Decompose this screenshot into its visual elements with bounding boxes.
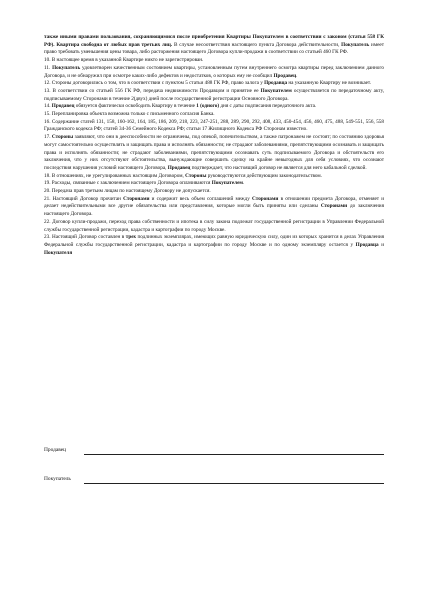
- contract-paragraph: [44, 180, 384, 188]
- text-run: в отношении предмета Договора, отменяет и делает недействительными все другие обязательства или представления, которые могли быть приняты или сделаны: [44, 195, 384, 210]
- bold-text-run: также иными правами пользования, сохраняющимися после приобретения Квартиры Покупателем в соответствии с законом (статья 558 ГК РФ). Квартира свободна от любых прав третьих лиц.: [44, 34, 384, 48]
- contract-paragraph: [44, 57, 384, 65]
- buyer-label: Покупатель: [44, 476, 71, 482]
- text-run: и содержит весь объем соглашений между: [149, 195, 253, 202]
- text-run: 14.: [44, 103, 52, 110]
- text-run: 18. В отношениях, не урегулированных настоящим Договором,: [44, 172, 186, 179]
- contract-paragraph: [44, 234, 384, 257]
- text-run: руководствуются действующим законодательством.: [206, 172, 322, 179]
- text-run: В случае несоответствия настоящего пункта Договора действительности,: [172, 41, 342, 48]
- text-run: 20. Передача прав третьим лицам по настоящему Договору не допускается.: [44, 188, 211, 195]
- bold-text-run: Покупателя: [44, 249, 73, 256]
- contract-paragraph: [44, 196, 384, 219]
- text-run: и: [378, 241, 384, 248]
- text-run: заявляют, что они в дееспособности не ограничены, под опекой, попечительством, а также патронажем не состоят; по состоянию здоровья могут самостоятельно осуществлять и защищать права и исполнять обязанности; не страдают заболеваниями, препятствующими осознавать и защищать права и исполнять обязанности; не страдают заболеваниями, препятствующими осознавать суть подписываемого Договора и обстоятельств его заключения, что у них отсутствуют обстоятельства, вынуждающие совершить сделку на крайне невыгодных для себя условиях, что осознают последствия нарушения условий настоящего Договора,: [44, 134, 384, 171]
- contract-text: [44, 34, 384, 257]
- text-run: 10. В настоящее время в указанной Квартире никто не зарегистрирован.: [44, 57, 204, 64]
- text-run: 21. Настоящий Договор прочитан: [44, 195, 124, 202]
- text-run: имеет право требовать уменьшения цены товара, либо расторжения настоящего Договора купли-продажи в соответствии со статьей 460 ГК РФ.: [44, 41, 384, 56]
- text-run: 15. Перепланировка объекта возможна только с письменного согласия Банка.: [44, 111, 215, 118]
- text-run: осуществляется по передаточному акту, подписываемому Сторонами в течение 2(двух) дней после государственной регистрации Основного Договора.: [44, 87, 384, 102]
- bold-text-run: Продавца: [355, 241, 379, 248]
- bold-text-run: Продавца: [264, 80, 288, 87]
- contract-paragraph: [44, 111, 384, 119]
- bold-text-run: Стороны: [185, 172, 207, 179]
- contract-paragraph: [44, 103, 384, 111]
- bold-text-run: 1 (одного): [196, 103, 220, 110]
- seller-signature-line: [84, 454, 384, 455]
- text-run: 11.: [44, 64, 53, 71]
- text-run: дня с даты подписания передаточного акта.: [219, 103, 317, 110]
- bold-text-run: Продавец: [51, 103, 75, 110]
- text-run: 19. Расходы, связанные с заключением настоящего Договора оплачиваются: [44, 180, 212, 187]
- bold-text-run: Стороны: [51, 134, 74, 141]
- text-run: 12. Стороны договорились о том, что в соответствии с пунктом 5 статьи 488 ГК РФ, право залога у: [44, 80, 265, 87]
- bold-text-run: Продавец: [167, 164, 191, 171]
- contract-paragraph: [44, 34, 384, 57]
- buyer-signature-row: [44, 476, 424, 485]
- bold-text-run: Покупатель: [52, 64, 81, 71]
- text-run: .: [296, 72, 298, 79]
- text-run: подтверждает, что настоящий договор не является для него кабальной сделкой.: [190, 164, 367, 171]
- bold-text-run: Покупателем: [260, 87, 292, 94]
- bold-text-run: Сторонами: [320, 203, 348, 210]
- text-run: 17.: [44, 134, 52, 141]
- text-run: удовлетворен качественным состоянием квартиры, установленным путем внутреннего осмотра квартиры перед заключением данного Договора, и не обнаружил при осмотре каких-либо дефектов и недостатков, о которых ему не сообщил: [44, 64, 384, 79]
- text-run: 13. В соответствии со статьей 556 ГК РФ, передача недвижимости Продавцом и принятие ее: [44, 87, 261, 94]
- bold-text-run: Сторонами: [252, 195, 279, 202]
- text-run: 22. Договор купли-продажи, переход права собственности и ипотека в силу закона подлежат государственной регистрации в Управлении Федеральной службы государственной регистрации, кадастра и картографии по городу Москве.: [44, 218, 384, 233]
- seller-label: Продавец: [44, 447, 67, 453]
- text-run: 23. Настоящий Договор составлен в: [44, 234, 126, 241]
- seller-signature-row: [44, 447, 424, 456]
- contract-paragraph: [44, 88, 384, 103]
- contract-paragraph: [44, 80, 384, 88]
- contract-paragraph: [44, 219, 384, 234]
- text-run: .: [242, 180, 245, 187]
- bold-text-run: Покупателем: [211, 180, 243, 187]
- bold-text-run: Сторонами: [123, 195, 150, 202]
- contract-paragraph: [44, 173, 384, 181]
- bold-text-run: трех: [125, 234, 136, 241]
- text-run: обязуется фактически освободить Квартиру в течение: [74, 103, 197, 110]
- contract-paragraph: [44, 134, 384, 173]
- text-run: до заключения настоящего Договора.: [44, 203, 384, 218]
- text-run: на указанную Квартиру не возникает.: [287, 80, 372, 87]
- contract-paragraph: [44, 188, 384, 196]
- bold-text-run: Покупатель: [341, 41, 370, 48]
- bold-text-run: Продавец: [273, 72, 297, 79]
- buyer-signature-line: [84, 483, 384, 484]
- text-run: подлинных экземплярах, имеющих равную юридическую силу, один из которых хранится в делах Управления Федеральной службы государственной регистрации, кадастра и картографии по городу Москве и по одному экземпляру остается у: [44, 234, 384, 248]
- text-run: 16. Содержание статей 131, 158, 160-162, 164, 185, 186, 209, 218, 223, 247-251, 288, 289, 290, 292, 408, 433, 450-454, 456, 460, 475, 488, 549-551, 556, 558 Гражданского кодекса РФ; статей 34-36 Семейного Кодекса РФ; статьи 17 Жилищного Кодекса РФ Сторонам известно.: [44, 118, 384, 133]
- contract-paragraph: [44, 119, 384, 134]
- contract-paragraph: [44, 65, 384, 80]
